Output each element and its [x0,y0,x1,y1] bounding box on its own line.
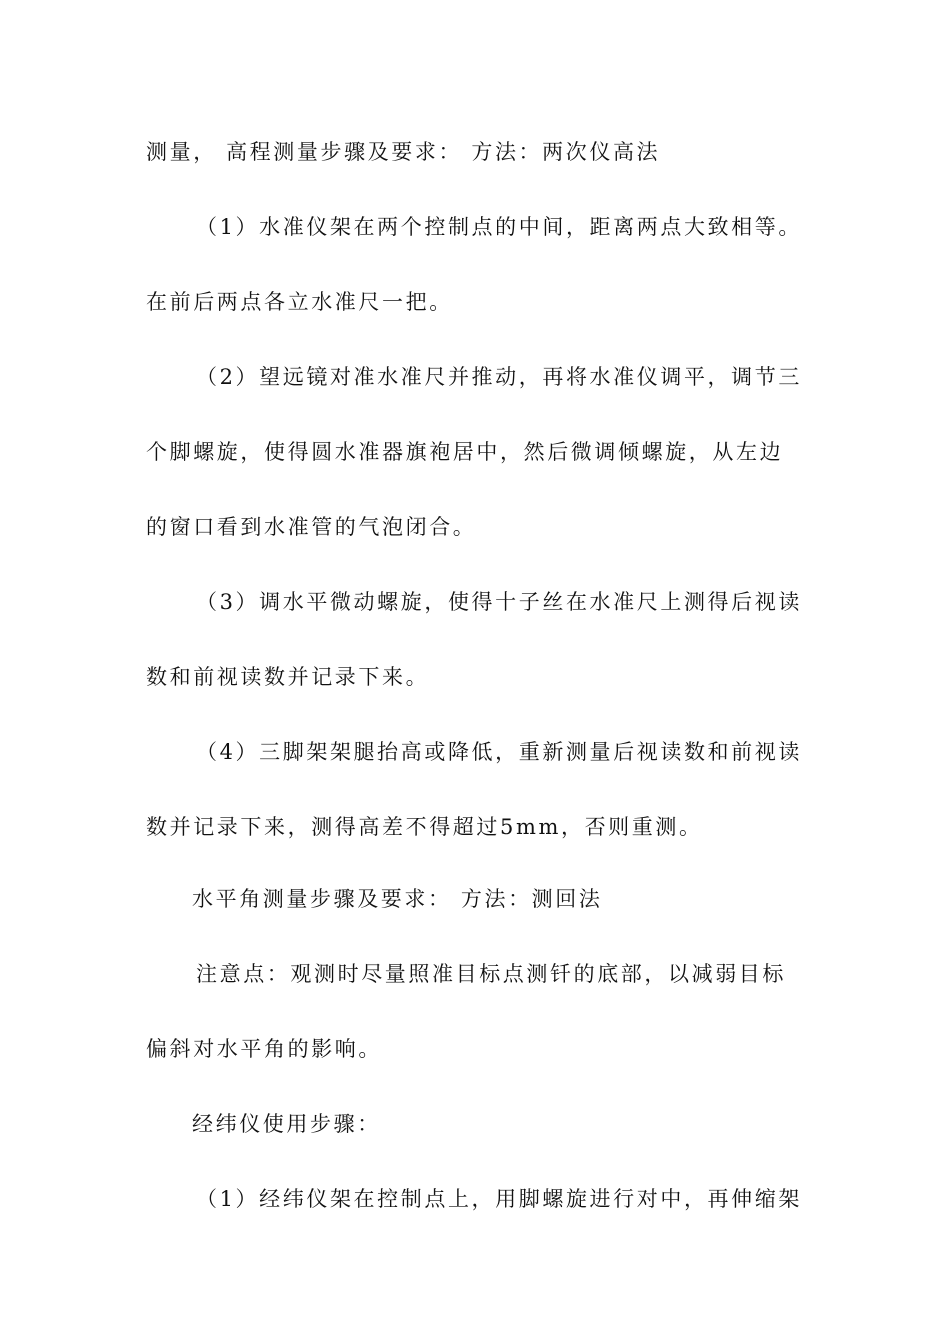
text-line-4: （2）望远镜对准水准尺并推动，再将水准仪调平，调节三 [196,365,802,389]
text-line-6: 的窗口看到水准管的气泡闭合。 [146,515,477,539]
text-line-12: 注意点：观测时尽量照准目标点测钎的底部，以减弱目标 [196,962,786,986]
text-line-9: （4）三脚架架腿抬高或降低，重新测量后视读数和前视读 [196,740,802,764]
text-line-2: （1）水准仪架在两个控制点的中间，距离两点大致相等。 [196,215,802,239]
text-line-3: 在前后两点各立水准尺一把。 [146,290,453,314]
text-line-10: 数并记录下来，测得高差不得超过5mm，否则重测。 [146,815,703,839]
text-line-5: 个脚螺旋，使得圆水准器旗袍居中，然后微调倾螺旋，从左边 [146,440,784,464]
text-line-7: （3）调水平微动螺旋，使得十子丝在水准尺上测得后视读 [196,590,802,614]
text-line-8: 数和前视读数并记录下来。 [146,665,430,689]
text-line-15: （1）经纬仪架在控制点上，用脚螺旋进行对中，再伸缩架 [196,1187,802,1211]
text-line-1: 测量， 高程测量步骤及要求： 方法：两次仪高法 [146,140,661,164]
text-line-11: 水平角测量步骤及要求： 方法：测回法 [192,887,603,911]
text-line-14: 经纬仪使用步骤： [192,1112,381,1136]
text-line-13: 偏斜对水平角的影响。 [146,1037,382,1061]
